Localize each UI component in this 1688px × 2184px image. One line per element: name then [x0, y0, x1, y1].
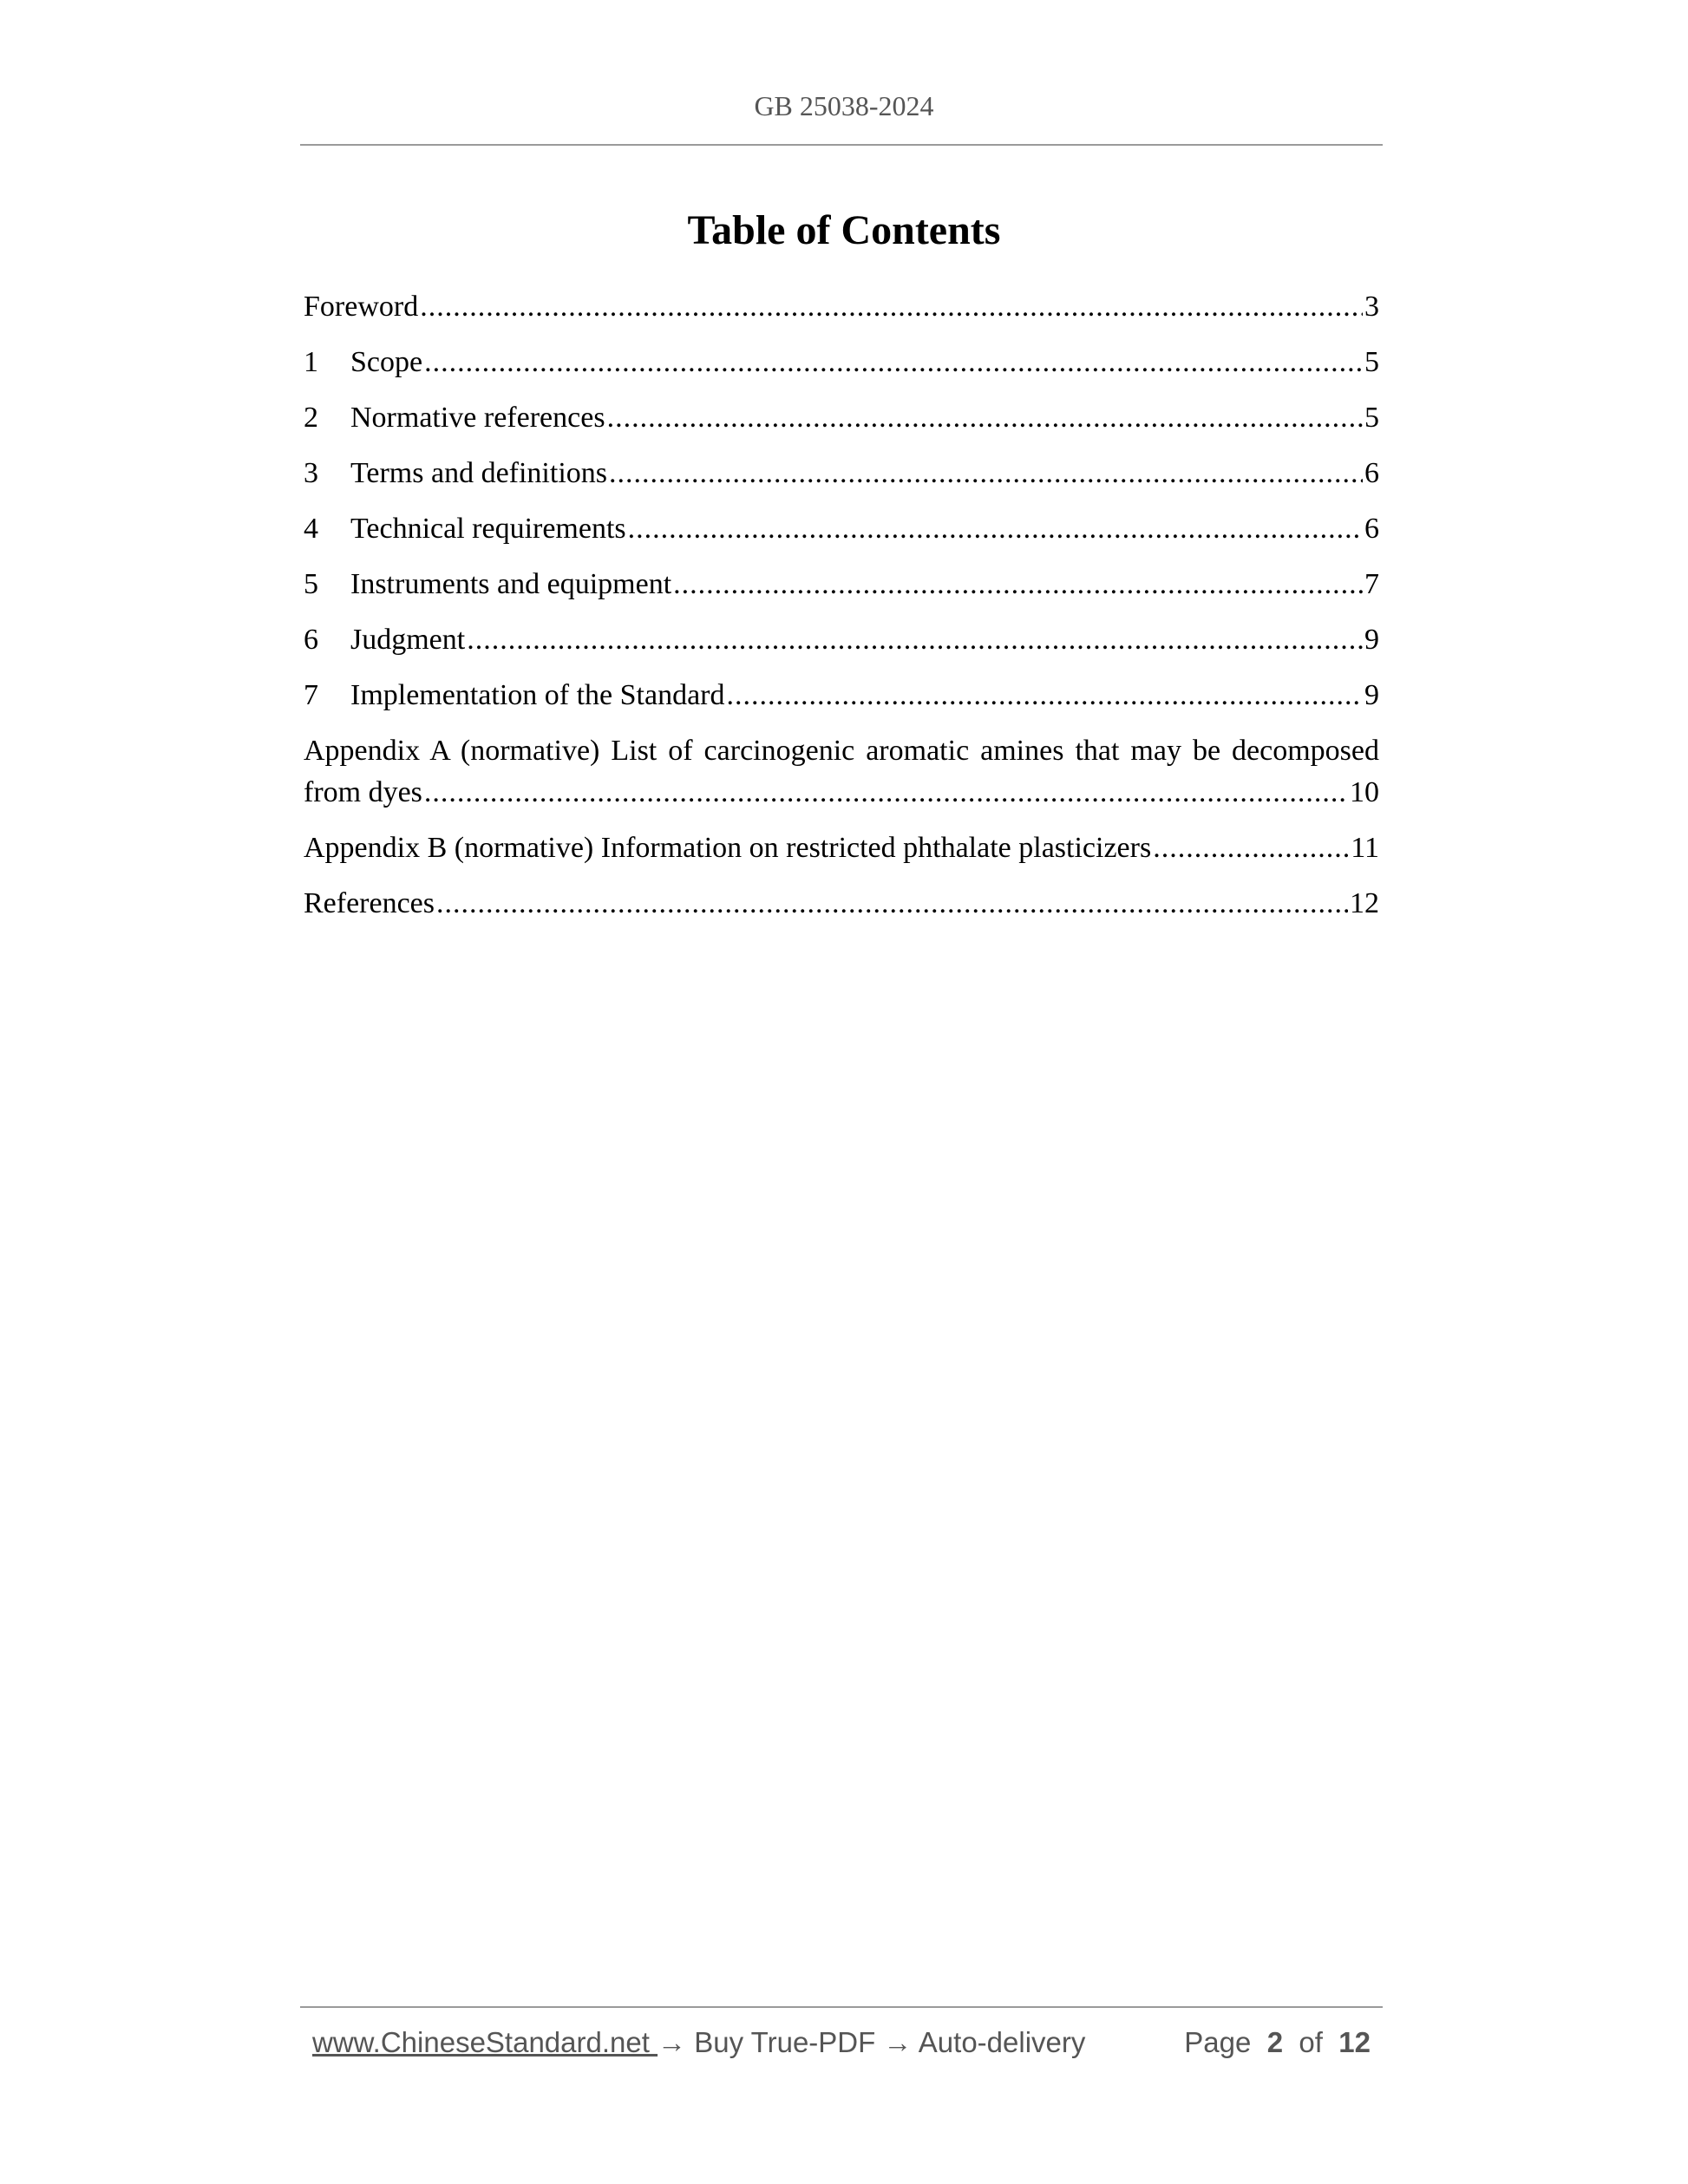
- toc-entry-appendix-a[interactable]: [304, 732, 1379, 812]
- toc-section-number: 4: [304, 513, 318, 545]
- dot-leader: [727, 677, 1364, 715]
- toc-page-number: 12: [1350, 887, 1379, 919]
- page-word: Page: [1184, 2026, 1252, 2058]
- dot-leader: [673, 566, 1363, 604]
- buy-true-pdf-text: Buy True-PDF: [686, 2026, 884, 2058]
- toc-entry-label: Terms and definitions: [350, 457, 608, 489]
- footer-promo: [312, 2026, 1085, 2059]
- auto-delivery-text: Auto-delivery: [912, 2026, 1086, 2058]
- toc-page-number: 9: [1364, 624, 1379, 656]
- arrow-right-icon: →: [883, 2026, 913, 2058]
- footer-divider: [300, 2006, 1383, 2008]
- toc-section-number: 3: [304, 457, 318, 489]
- toc-entry-terms-and-definitions[interactable]: [304, 454, 1379, 493]
- toc-page-number: 10: [1350, 776, 1379, 808]
- toc-entry-label: Appendix A (normative) List of carcinogenic aromatic amines that may be decomposed: [304, 735, 1379, 767]
- toc-page-number: 6: [1364, 457, 1379, 489]
- toc-entry-appendix-b[interactable]: [304, 829, 1379, 867]
- toc-entry-label: Normative references: [350, 402, 605, 434]
- toc-entry-implementation[interactable]: [304, 677, 1379, 715]
- toc-section-number: 6: [304, 624, 318, 656]
- total-pages: 12: [1338, 2026, 1371, 2058]
- dot-leader: [609, 454, 1363, 493]
- chinesestandard-link[interactable]: www.ChineseStandard.net: [312, 2026, 658, 2058]
- toc-entry-instruments-and-equipment[interactable]: [304, 566, 1379, 604]
- dot-leader: [436, 885, 1348, 923]
- page-indicator: [1184, 2026, 1371, 2059]
- toc-entry-references[interactable]: [304, 885, 1379, 923]
- page-footer: [312, 2026, 1371, 2059]
- toc-entry-label: Judgment: [350, 624, 466, 656]
- dot-leader: [1153, 829, 1349, 867]
- toc-page-number: 6: [1364, 513, 1379, 545]
- toc-page-number: 3: [1364, 291, 1379, 323]
- toc-entry-normative-references[interactable]: [304, 399, 1379, 437]
- toc-entry-label: Instruments and equipment: [350, 568, 672, 600]
- arrow-right-icon: →: [658, 2026, 687, 2058]
- dot-leader: [607, 399, 1363, 437]
- current-page: 2: [1266, 2026, 1284, 2058]
- toc-entry-label: Implementation of the Standard: [350, 679, 725, 711]
- toc-entry-technical-requirements[interactable]: [304, 510, 1379, 548]
- toc-entry-label: References: [304, 887, 435, 919]
- document-id-header: GB 25038-2024: [754, 90, 934, 121]
- dot-leader: [467, 621, 1363, 659]
- dot-leader: [424, 774, 1348, 812]
- toc-page-number: 9: [1364, 679, 1379, 711]
- of-word: of: [1299, 2026, 1323, 2058]
- toc-section-number: 7: [304, 679, 318, 711]
- toc-page-number: 7: [1364, 568, 1379, 600]
- dot-leader: [628, 510, 1363, 548]
- toc-page-number: 11: [1351, 832, 1379, 864]
- toc-entry-judgment[interactable]: [304, 621, 1379, 659]
- toc-page-number: 5: [1364, 346, 1379, 378]
- toc-section-number: 5: [304, 568, 318, 600]
- table-of-contents: [304, 288, 1379, 940]
- dot-leader: [424, 343, 1363, 382]
- dot-leader: [420, 288, 1363, 326]
- header-divider: [300, 144, 1383, 146]
- toc-entry-label: Technical requirements: [350, 513, 626, 545]
- toc-entry-label: Appendix B (normative) Information on restricted phthalate plasticizers: [304, 832, 1152, 864]
- toc-entry-label: Scope: [350, 346, 423, 378]
- toc-entry-scope[interactable]: [304, 343, 1379, 382]
- toc-entry-label-continued: from dyes: [304, 776, 422, 808]
- toc-entry-foreword[interactable]: [304, 288, 1379, 326]
- toc-page-number: 5: [1364, 402, 1379, 434]
- toc-entry-continuation: [304, 774, 1379, 812]
- toc-section-number: 2: [304, 402, 318, 434]
- page-title: Table of Contents: [687, 207, 1001, 253]
- toc-section-number: 1: [304, 346, 318, 378]
- toc-entry-label: Foreword: [304, 291, 419, 323]
